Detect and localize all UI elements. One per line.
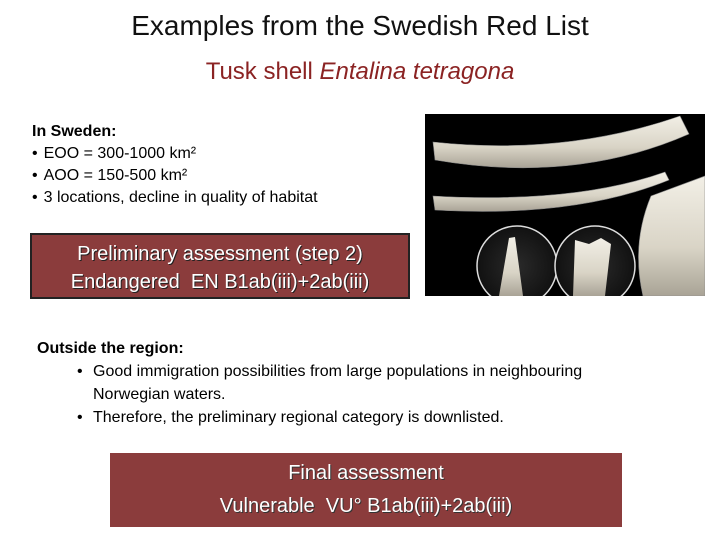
outside-list xyxy=(37,360,633,429)
outside-region xyxy=(37,337,633,429)
preliminary-label: Preliminary assessment (step 2) xyxy=(77,243,363,265)
preliminary-assessment-box xyxy=(30,233,410,299)
preliminary-category: Endangered EN B1ab(iii)+2ab(iii) xyxy=(70,271,370,293)
slide-subtitle xyxy=(0,58,720,86)
final-category: Vulnerable VU° B1ab(iii)+2ab(iii) xyxy=(219,495,513,517)
list-item: • 3 locations, decline in quality of habitat xyxy=(32,187,318,209)
species-common-name: Tusk shell xyxy=(205,58,320,85)
sweden-list xyxy=(32,143,318,209)
final-assessment-box xyxy=(110,453,622,527)
sweden-facts xyxy=(32,121,318,209)
tusk-shell-photo xyxy=(425,114,705,296)
slide-title: Examples from the Swedish Red List xyxy=(131,10,589,41)
species-latin-name: Entalina tetragona xyxy=(319,58,515,85)
final-label: Final assessment xyxy=(288,462,444,484)
shell-illustration xyxy=(425,114,705,296)
list-item: • AOO = 150-500 km² xyxy=(32,165,318,187)
list-item: • EOO = 300-1000 km² xyxy=(32,143,318,165)
outside-heading: Outside the region: xyxy=(37,340,184,357)
list-item: • Good immigration possibilities from large populations in neighbouring Norwegian waters. xyxy=(77,360,633,406)
list-item: • Therefore, the preliminary regional category is downlisted. xyxy=(77,406,633,429)
sweden-heading: In Sweden: xyxy=(32,123,117,140)
